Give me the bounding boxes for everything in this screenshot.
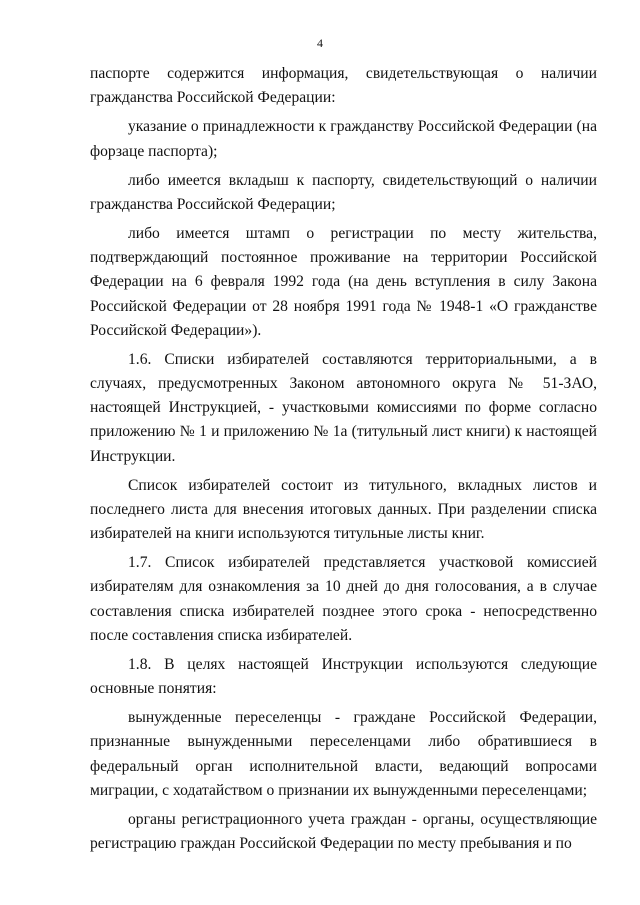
paragraph-displaced-persons: вынужденные переселенцы - граждане Российской Федерации, признанные вынужденными переселенцами либо обратившиеся в федеральный орган исполнительной власти, ведающий вопросами миграции, с ходатайством о признании их вынужденными переселенцами;: [90, 709, 597, 799]
document-body: [90, 62, 597, 861]
paragraph-registration-bodies: органы регистрационного учета граждан - органы, осуществляющие регистрацию граждан Российской Федерации по месту пребывания и по: [90, 810, 597, 853]
paragraph-1-7: 1.7. Список избирателей представляется участковой комиссией избирателям для ознакомления за 10 дней до дня голосования, а в случае составления списка избирателей позднее этого срока - непосредственно после составления списка избирателей.: [90, 554, 597, 644]
paragraph-1-8: 1.8. В целях настоящей Инструкции используются следующие основные понятия:: [90, 655, 597, 698]
paragraph-registration-stamp: либо имеется штамп о регистрации по месту жительства, подтверждающий постоянное проживание на территории Российской Федерации на 6 февраля 1992 года (на день вступления в силу Закона Российской Федерации от 28 ноября 1991 года № 1948-1 «О гражданстве Российской Федерации»).: [90, 224, 597, 339]
paragraph-list-structure: Список избирателей состоит из титульного, вкладных листов и последнего листа для внесения итоговых данных. При разделении списка избирателей на книги используются титульные листы книг.: [90, 476, 597, 543]
paragraph-insert: либо имеется вкладыш к паспорту, свидетельствующий о наличии гражданства Российской Федерации;: [90, 171, 597, 213]
paragraph-passport-info: паспорте содержится информация, свидетельствующая о наличии гражданства Российской Федерации:: [90, 65, 597, 107]
paragraph-citizenship-note: указание о принадлежности к гражданству Российской Федерации (на форзаце паспорта);: [90, 118, 597, 160]
paragraph-1-6: 1.6. Списки избирателей составляются территориальными, а в случаях, предусмотренных Законом автономного округа № 51-ЗАО, настоящей Инструкцией, - участковыми комиссиями по форме согласно приложению № 1 и приложению № 1а (титульный лист книги) к настоящей Инструкции.: [90, 350, 597, 465]
page-number: 4: [317, 36, 323, 50]
